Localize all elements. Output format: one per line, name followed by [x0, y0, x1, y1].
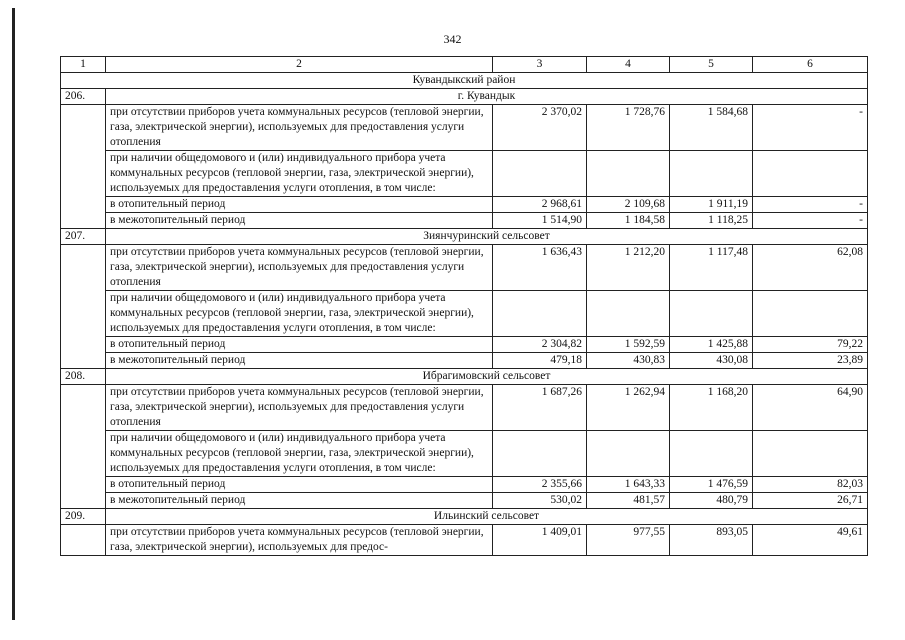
value-cell: 430,08: [670, 353, 753, 369]
section-number: 208.: [61, 369, 106, 385]
empty-cell: [753, 291, 868, 337]
column-header: 3: [493, 57, 587, 73]
column-header: 2: [106, 57, 493, 73]
value-cell: 2 370,02: [493, 105, 587, 151]
with-meter-description: при наличии общедомового и (или) индивидуального прибора учета коммунальных ресурсов (тепловой энергии, газа, электрической энергии), используемых для предоставления услуги отопления, в том числе:: [106, 431, 493, 477]
section-number: 209.: [61, 509, 106, 525]
value-cell: 1 118,25: [670, 213, 753, 229]
section-name: Ибрагимовский сельсовет: [106, 369, 868, 385]
no-meter-row: [61, 385, 868, 431]
value-cell: 480,79: [670, 493, 753, 509]
no-meter-description: при отсутствии приборов учета коммунальных ресурсов (тепловой энергии, газа, электрической энергии), используемых для предоставления услуги отопления: [106, 385, 493, 431]
with-meter-row: [61, 291, 868, 337]
no-meter-description: при отсутствии приборов учета коммунальных ресурсов (тепловой энергии, газа, электрической энергии), используемых для предоставления услуги отопления: [106, 105, 493, 151]
empty-cell: [587, 291, 670, 337]
no-meter-description: при отсутствии приборов учета коммунальных ресурсов (тепловой энергии, газа, электрической энергии), используемых для предос-: [106, 525, 493, 556]
heating-period-label: в отопительный период: [106, 477, 493, 493]
value-cell: 2 304,82: [493, 337, 587, 353]
value-cell: 977,55: [587, 525, 670, 556]
column-number-row: [61, 57, 868, 73]
value-cell: 1 592,59: [587, 337, 670, 353]
empty-cell: [753, 151, 868, 197]
value-cell: 1 425,88: [670, 337, 753, 353]
heating-period-row: [61, 477, 868, 493]
value-cell: 2 968,61: [493, 197, 587, 213]
no-meter-description: при отсутствии приборов учета коммунальных ресурсов (тепловой энергии, газа, электрической энергии), используемых для предоставления услуги отопления: [106, 245, 493, 291]
value-cell: 1 117,48: [670, 245, 753, 291]
tariff-table: [60, 56, 868, 556]
value-cell: 481,57: [587, 493, 670, 509]
off-season-row: [61, 213, 868, 229]
value-cell: 1 409,01: [493, 525, 587, 556]
left-margin-rule: [12, 8, 15, 620]
heating-period-row: [61, 197, 868, 213]
empty-cell: [670, 151, 753, 197]
value-cell: 1 184,58: [587, 213, 670, 229]
empty-cell: [493, 431, 587, 477]
with-meter-row: [61, 431, 868, 477]
value-cell: 26,71: [753, 493, 868, 509]
value-cell: 1 728,76: [587, 105, 670, 151]
section-header-row: [61, 229, 868, 245]
empty-cell: [587, 151, 670, 197]
section-header-row: [61, 369, 868, 385]
number-cell-empty: [61, 385, 106, 509]
value-cell: 62,08: [753, 245, 868, 291]
heating-period-label: в отопительный период: [106, 197, 493, 213]
section-name: г. Кувандык: [106, 89, 868, 105]
number-cell-empty: [61, 105, 106, 229]
value-cell: 1 687,26: [493, 385, 587, 431]
value-cell: 893,05: [670, 525, 753, 556]
value-cell: 49,61: [753, 525, 868, 556]
empty-cell: [587, 431, 670, 477]
off-season-label: в межотопительный период: [106, 353, 493, 369]
number-cell-empty: [61, 245, 106, 369]
empty-cell: [670, 291, 753, 337]
value-cell: 1 212,20: [587, 245, 670, 291]
value-cell: -: [753, 213, 868, 229]
value-cell: 79,22: [753, 337, 868, 353]
no-meter-row: [61, 525, 868, 556]
with-meter-description: при наличии общедомового и (или) индивидуального прибора учета коммунальных ресурсов (тепловой энергии, газа, электрической энергии), используемых для предоставления услуги отопления, в том числе:: [106, 151, 493, 197]
column-header: 4: [587, 57, 670, 73]
column-header: 5: [670, 57, 753, 73]
section-header-row: [61, 89, 868, 105]
region-title: Кувандыкский район: [61, 73, 868, 89]
value-cell: 479,18: [493, 353, 587, 369]
value-cell: 1 636,43: [493, 245, 587, 291]
value-cell: 2 109,68: [587, 197, 670, 213]
number-cell-empty: [61, 525, 106, 556]
column-header: 6: [753, 57, 868, 73]
no-meter-row: [61, 105, 868, 151]
value-cell: 530,02: [493, 493, 587, 509]
empty-cell: [493, 291, 587, 337]
page-number: 342: [443, 32, 462, 46]
value-cell: 1 643,33: [587, 477, 670, 493]
value-cell: 2 355,66: [493, 477, 587, 493]
section-number: 207.: [61, 229, 106, 245]
heating-period-row: [61, 337, 868, 353]
section-header-row: [61, 509, 868, 525]
value-cell: 1 262,94: [587, 385, 670, 431]
off-season-label: в межотопительный период: [106, 213, 493, 229]
value-cell: 1 168,20: [670, 385, 753, 431]
empty-cell: [493, 151, 587, 197]
value-cell: 23,89: [753, 353, 868, 369]
heating-period-label: в отопительный период: [106, 337, 493, 353]
value-cell: 64,90: [753, 385, 868, 431]
off-season-row: [61, 493, 868, 509]
value-cell: 430,83: [587, 353, 670, 369]
off-season-row: [61, 353, 868, 369]
column-header: 1: [61, 57, 106, 73]
value-cell: -: [753, 197, 868, 213]
value-cell: 82,03: [753, 477, 868, 493]
value-cell: 1 514,90: [493, 213, 587, 229]
section-name: Зиянчуринский сельсовет: [106, 229, 868, 245]
with-meter-description: при наличии общедомового и (или) индивидуального прибора учета коммунальных ресурсов (тепловой энергии, газа, электрической энергии), используемых для предоставления услуги отопления, в том числе:: [106, 291, 493, 337]
no-meter-row: [61, 245, 868, 291]
region-row: [61, 73, 868, 89]
with-meter-row: [61, 151, 868, 197]
off-season-label: в межотопительный период: [106, 493, 493, 509]
value-cell: 1 584,68: [670, 105, 753, 151]
empty-cell: [670, 431, 753, 477]
section-number: 206.: [61, 89, 106, 105]
value-cell: 1 911,19: [670, 197, 753, 213]
section-name: Ильинский сельсовет: [106, 509, 868, 525]
value-cell: -: [753, 105, 868, 151]
value-cell: 1 476,59: [670, 477, 753, 493]
empty-cell: [753, 431, 868, 477]
